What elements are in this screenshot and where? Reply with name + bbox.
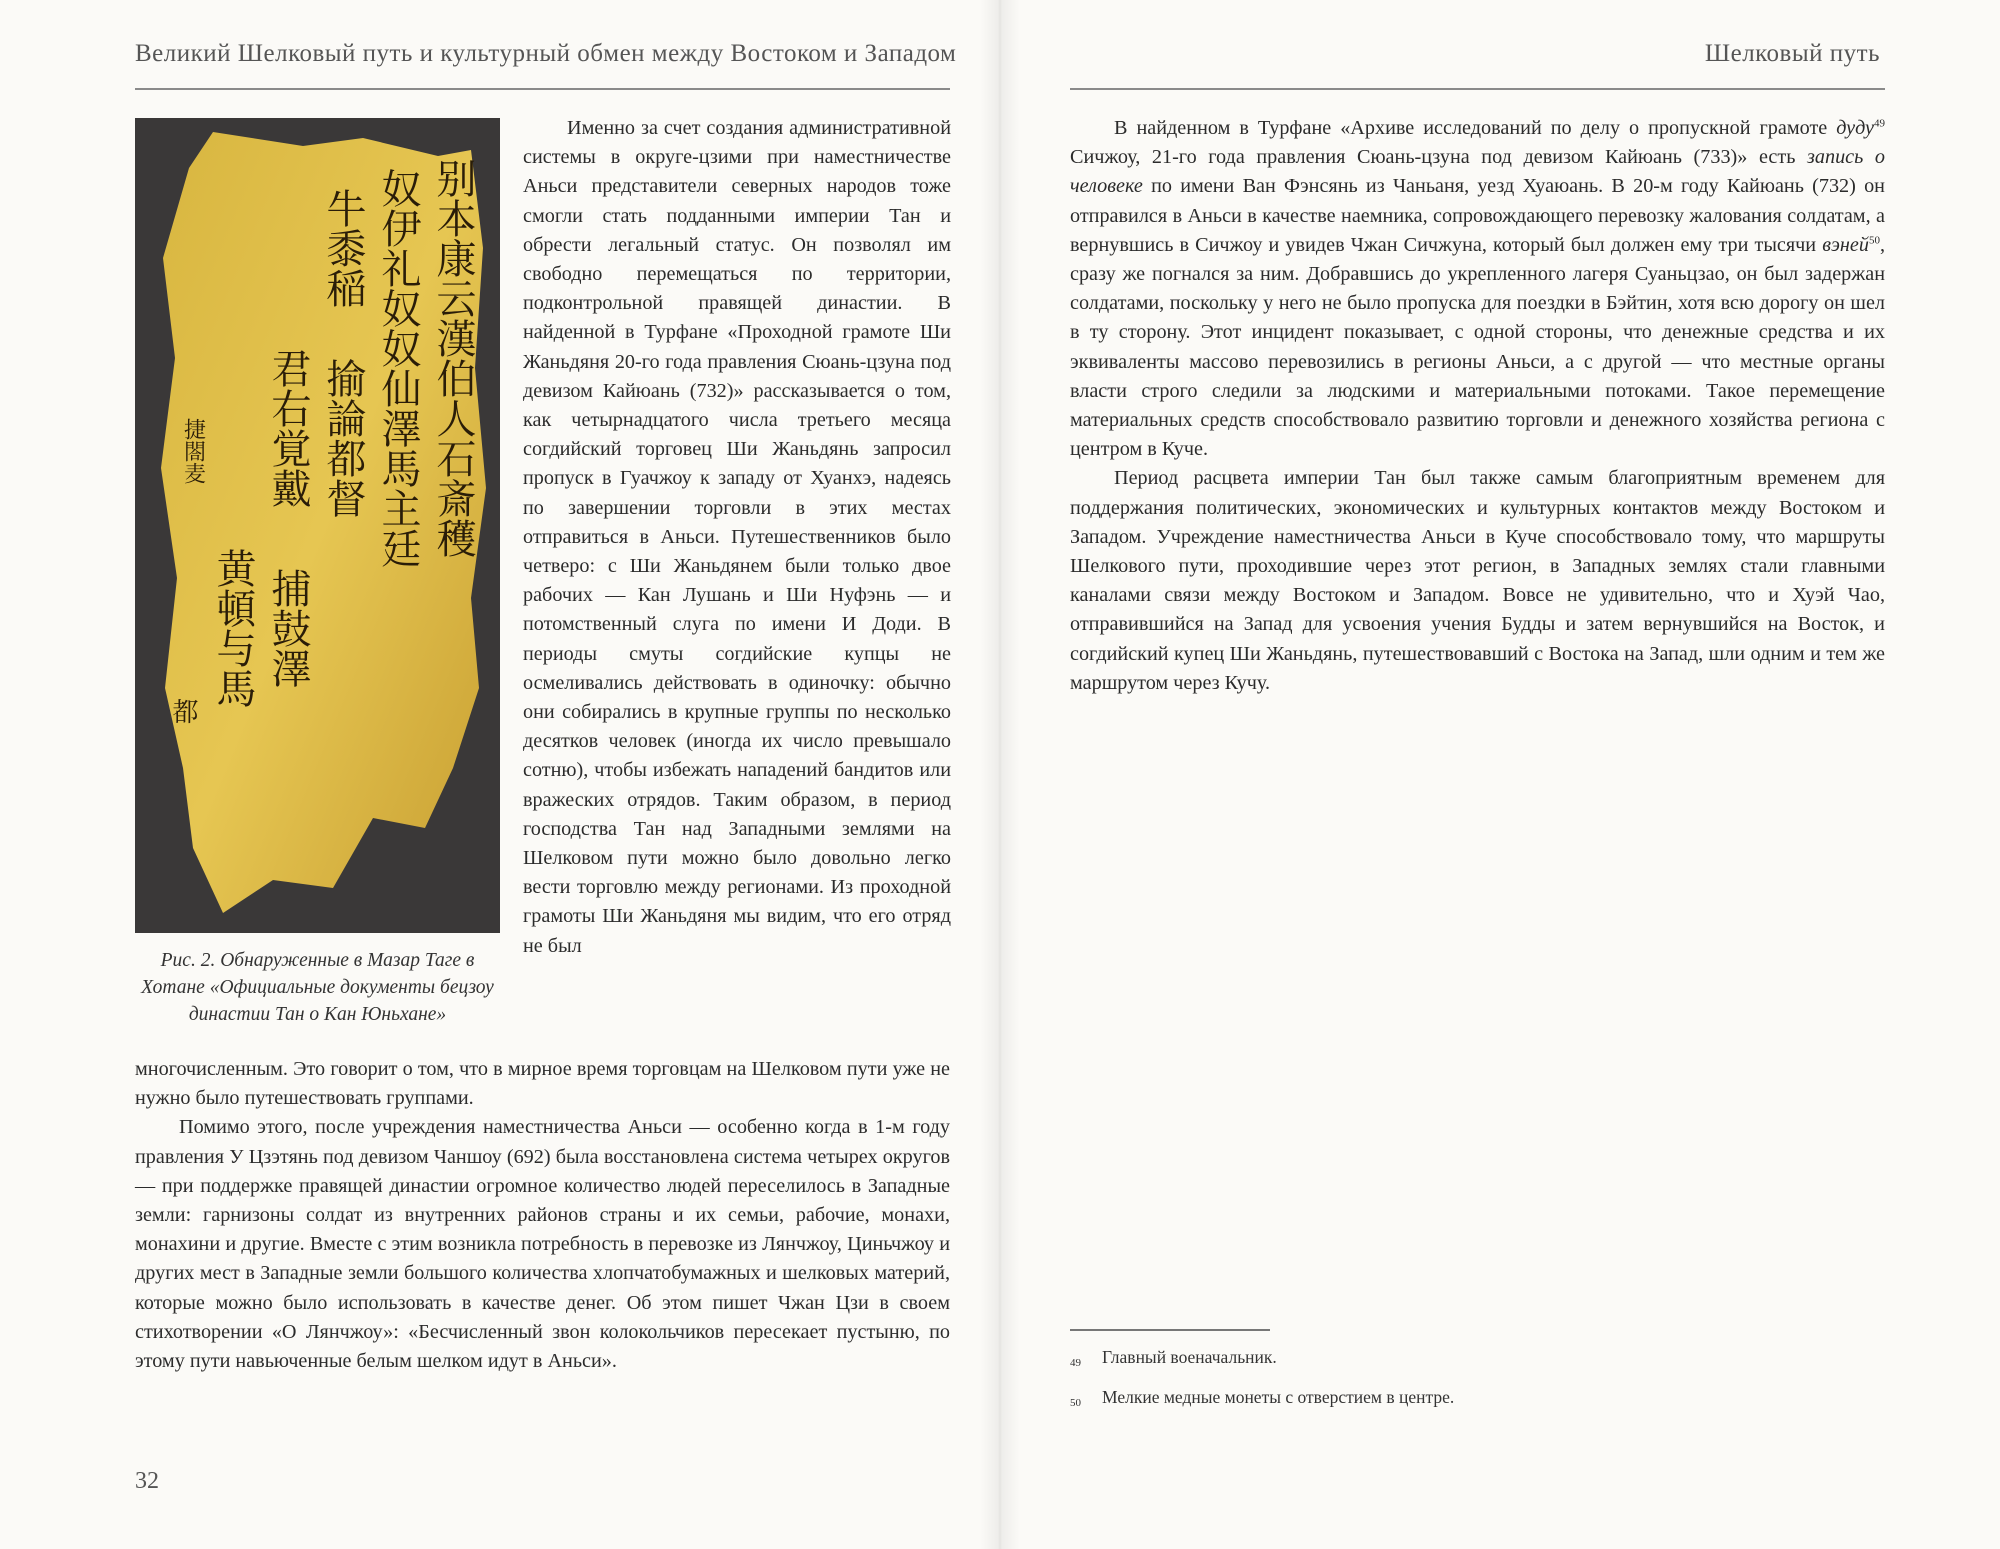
- footnote-ref: 49: [1874, 117, 1885, 130]
- right-page: [1000, 0, 2000, 1549]
- footnote-number: 49: [1070, 1357, 1081, 1369]
- running-head-left: Великий Шелковый путь и культурный обмен между Востоком и Западом: [135, 40, 957, 67]
- text-run: Сичжоу, 21-го года правления Сюань-цзуна под девизом Кайюань (733)» есть: [1070, 146, 1808, 169]
- footnote-number: 50: [1070, 1397, 1081, 1409]
- paragraph-continuation: многочисленным. Это говорит о том, что в мирное время торговцам на Шелковом пути уже не нужно было путешествовать группами.: [135, 1058, 950, 1110]
- italic-term: дуду: [1836, 117, 1874, 139]
- footnotes: [1070, 1340, 1885, 1420]
- page-number: 32: [135, 1468, 159, 1494]
- manuscript-col-8: 都: [168, 698, 198, 724]
- italic-term: вэней: [1822, 233, 1869, 256]
- text-run: по имени Ван Фэнсянь из Чаньаня, уезд Хуаюань. В 20-м году Кайюань (732) он отправился в Аньси в качестве наемника, сопровождающего перевозку жалования солдатам, а вернувшись в Сичжоу и увидев Чжан Сичжуна, который был должен ему три тысячи: [1070, 175, 1885, 256]
- manuscript-col-1: 别本康云漢伯人石斎穫: [430, 158, 476, 558]
- manuscript-col-7: 黄頓与馬: [210, 548, 256, 708]
- manuscript-col-6: 捕鼓澤: [265, 568, 311, 688]
- manuscript-col-2: 奴伊礼奴奴仙澤馬主廷: [375, 168, 421, 568]
- header-rule-left: [135, 88, 950, 90]
- header-rule-right: [1070, 88, 1885, 90]
- manuscript-image: [153, 128, 488, 918]
- text-run: В найденном в Турфане «Архиве исследований по делу о пропускной грамоте: [1114, 117, 1837, 139]
- manuscript-photo: [135, 118, 500, 933]
- paragraph: Именно за счет создания административной системы в округе-цзими при наместничестве Аньси представители северных народов тоже смогли стать подданными империи Тан и обрести легальный статус. Он позволял им свободно перемещаться по территории, подконтрольной правящей династии. В найденной в Турфане «Проходной грамоте Ши Жаньдяня 20-го года правления Сюань-цзуна под девизом Кайюань (732)» рассказывается о том, как четырнадцатого числа третьего месяца согдийский торговец Ши Жаньдянь запросил пропуск в Гуачжоу к западу от Хуанхэ, надеясь по завершении торговли в этих местах отправиться в Аньси. Путешественников было четверо: с Ши Жаньдянем были только двое рабочих — Кан Лушань и Ши Нуфэнь — и потомственный слуга по имени И Доди. В периоды смуты согдийские купцы не осмеливались действовать в одиночку: обычно они собирались в крупные группы по несколько десятков человек (иногда их число превышало сотню), чтобы избежать нападений бандитов или вражеских отрядов. Таким образом, в период господства Тан над Западными землями на Шелковом пути можно было довольно легко вести торговлю между регионами. Из проходной грамоты Ши Жаньдяня мы видим, что его отряд не был: [523, 117, 951, 957]
- manuscript-col-4: 揄論都督: [320, 358, 366, 518]
- paragraph: Период расцвета империи Тан был также самым благоприятным временем для поддержания политических, экономических и культурных контактов между Востоком и Западом. Учреждение наместничества Аньси в Куче способствовало тому, что маршруты Шелкового пути, проходившие через этот регион, в Западных землях стали главными каналами связи между Востоком и Западом. Вовсе не удивительно, что и Хуэй Чао, отправившийся на Запад для усвоения учения Будды и затем вернувшийся на Восток, и согдийский купец Ши Жаньдянь, путешествовавший с Востока на Запад, шли одним и тем же маршрутом через Кучу.: [1070, 467, 1885, 694]
- manuscript-col-9: 捷閤麦: [180, 418, 206, 484]
- paragraph: [1070, 114, 1885, 464]
- footnote-text: Главный военачальник.: [1102, 1347, 1277, 1367]
- footnote-ref: 50: [1868, 234, 1880, 247]
- paragraph: Помимо этого, после учреждения наместничества Аньси — особенно когда в 1-м году правления У Цзэтянь под девизом Чаншоу (692) была восстановлена система четырех округов — при поддержке правящей династии огромное количество людей переселилось в Западные земли: гарнизоны солдат из внутренних районов страны и их семьи, рабочие, монахи, монахини и другие. Вместе с этим возникла потребность в перевозке из Лянчжоу, Циньчжоу и других мест в Западные земли большого количества хлопчатобумажных и шелковых материй, которые можно было использовать в качестве денег. Об этом пишет Чжан Цзи в своем стихотворении «О Лянчжоу»: «Бесчисленный звон колокольчиков пересекает пустыню, по этому пути навьюченные белым шелком идут в Аньси».: [135, 1116, 950, 1373]
- manuscript-col-3: 牛黍稲: [320, 188, 366, 308]
- footnote: [1070, 1380, 1885, 1420]
- left-full-text: [135, 1055, 950, 1376]
- italic-term: запись о человеке: [1070, 146, 1886, 198]
- footnote-text: Мелкие медные монеты с отверстием в центре.: [1102, 1387, 1455, 1407]
- footnote: [1070, 1340, 1885, 1380]
- figure-manuscript: [135, 118, 500, 1028]
- figure-caption: Рис. 2. Обнаруженные в Мазар Таге в Хотане «Официальные документы бецзоу династии Тан о Кан Юньхане»: [141, 950, 494, 1025]
- manuscript-col-5: 君右覚戴: [265, 348, 311, 508]
- left-column-text: [523, 114, 951, 961]
- running-head-right: Шелковый путь: [1704, 40, 1880, 67]
- footnote-rule: [1070, 1329, 1270, 1331]
- text-run: , сразу же погнался за ним. Добравшись до укрепленного лагеря Суаньцзао, он был задержан солдатами, поскольку у него не было пропуска для поездки в Бэйтин, хотя всю дорогу он шел в ту сторону. Этот инцидент показывает, с одной стороны, что денежные средства и их эквиваленты массово перевозились в регионы Аньси, а с другой — что местные органы власти строго следили за людскими и материальными потоками. Такое перемещение материальных средств способствовало развитию торговли и денежного хозяйства региона с центром в Куче.: [1070, 233, 1885, 461]
- right-column-text: [1070, 114, 1885, 698]
